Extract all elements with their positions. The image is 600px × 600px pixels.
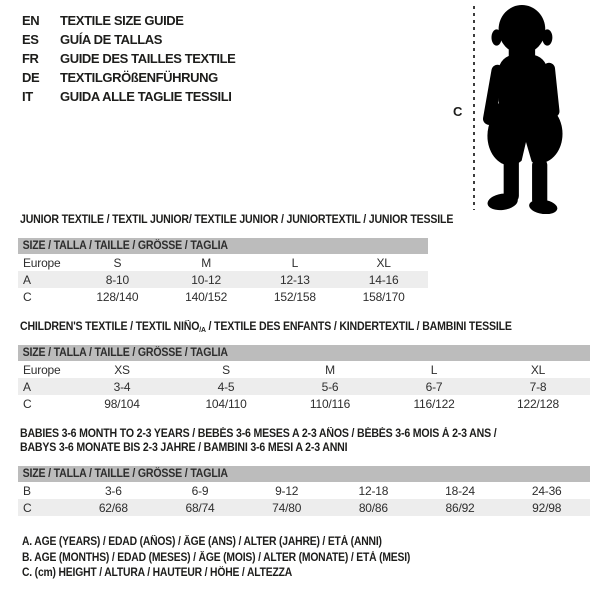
row-label: C [23, 500, 32, 515]
language-name: GUIDE DES TAILLES TEXTILE [60, 51, 236, 66]
language-name: TEXTILGRÖßENFÜHRUNG [60, 70, 218, 85]
table-title-text: /A [199, 325, 206, 334]
language-name: GUÍA DE TALLAS [60, 32, 163, 47]
table-size-header [18, 345, 590, 361]
measure-label-c: C [453, 104, 463, 119]
legend-item: C. (cm) HEIGHT / ALTURA / HAUTEUR / HÖHE / ALTEZZA [22, 567, 293, 579]
language-code: ES [22, 32, 39, 47]
table-row [18, 271, 428, 288]
legend [22, 535, 453, 582]
table-cell: 7-8 [529, 379, 547, 394]
table-cell: 3-4 [113, 379, 131, 394]
junior-size-table [18, 238, 428, 305]
table-cell: 3-6 [104, 483, 122, 498]
table-cell: 116/122 [413, 396, 455, 411]
language-item [22, 49, 235, 68]
table-cell: XL [530, 362, 546, 377]
table-cell: 14-16 [368, 272, 399, 287]
table-cell: 62/68 [98, 500, 128, 515]
language-item [22, 11, 235, 30]
row-label: B [23, 483, 31, 498]
table-row [18, 482, 590, 499]
table-cell: 158/170 [362, 289, 405, 304]
measure-dotted-line [472, 6, 476, 210]
baby-silhouette-icon [481, 4, 573, 214]
table-cell: 128/140 [96, 289, 139, 304]
table-size-header [18, 238, 428, 254]
row-label: C [23, 396, 32, 411]
table-cell: M [201, 255, 212, 270]
row-label: A [23, 379, 31, 394]
table-title [20, 321, 544, 334]
table-cell: 6-9 [191, 483, 209, 498]
table-cell: 12-18 [358, 483, 389, 498]
table-cell: L [430, 362, 438, 377]
language-code: IT [22, 89, 33, 104]
row-label: A [23, 272, 31, 287]
table-row [18, 395, 590, 412]
table-cell: 86/92 [445, 500, 475, 515]
table-cell: 80/86 [358, 500, 388, 515]
table-cell: M [325, 362, 335, 377]
table-cell: 68/74 [185, 500, 215, 515]
table-cell: 12-13 [280, 272, 310, 287]
legend-item: A. AGE (YEARS) / EDAD (AÑOS) / ÂGE (ANS) / ALTER (JAHRE) / ETÀ (ANNI) [22, 536, 382, 548]
table-title-text: JUNIOR TEXTILE / TEXTIL JUNIOR/ TEXTILE JUNIOR / JUNIORTEXTIL / JUNIOR TESSILE [20, 214, 454, 226]
table-row [18, 254, 428, 271]
table-title-text: CHILDREN'S TEXTILE / TEXTIL NIÑO [20, 321, 200, 333]
row-label: C [23, 289, 32, 304]
table-size-header [18, 466, 590, 482]
table-cell: 6-7 [425, 379, 443, 394]
table-cell: 98/104 [104, 396, 140, 411]
language-code: FR [22, 51, 39, 66]
language-item [22, 30, 235, 49]
size-header-text: SIZE / TALLA / TAILLE / GRÖSSE / TAGLIA [22, 347, 228, 359]
language-name: TEXTILE SIZE GUIDE [60, 13, 184, 28]
table-cell: L [291, 255, 299, 270]
table-title [20, 427, 544, 455]
row-label: Europe [23, 362, 61, 377]
table-row [18, 499, 590, 516]
table-cell: 122/128 [517, 396, 559, 411]
table-row [18, 361, 590, 378]
size-header-text: SIZE / TALLA / TAILLE / GRÖSSE / TAGLIA [22, 468, 228, 480]
table-cell: 152/158 [273, 289, 316, 304]
table-cell: 10-12 [191, 272, 221, 287]
table-cell: XS [114, 362, 130, 377]
table-title-text: BABYS 3-6 MONATE BIS 2-3 JAHRE / BAMBINI 3-6 MESI A 2-3 ANNI [20, 442, 348, 454]
table-cell: 9-12 [275, 483, 299, 498]
language-code: EN [22, 13, 40, 28]
table-cell: 104/110 [205, 396, 247, 411]
table-cell: 74/80 [272, 500, 302, 515]
language-item [22, 68, 235, 87]
table-cell: XL [376, 255, 391, 270]
legend-item: B. AGE (MONTHS) / EDAD (MESES) / ÂGE (MOIS) / ALTER (MONATE) / ETÀ (MESI) [22, 551, 411, 564]
table-cell: S [222, 362, 230, 377]
language-code: DE [22, 70, 40, 85]
row-label: Europe [23, 255, 61, 270]
language-name: GUIDA ALLE TAGLIE TESSILI [60, 89, 232, 104]
language-list [22, 11, 235, 106]
language-item [22, 87, 235, 106]
table-title-text: BABIES 3-6 MONTH TO 2-3 YEARS / BEBÉS 3-6 MESES A 2-3 AÑOS / BÉBÉS 3-6 MOIS À 2-3 ANS / [20, 428, 497, 440]
table-cell: 92/98 [532, 500, 562, 515]
table-row [18, 378, 590, 395]
table-cell: 18-24 [445, 483, 475, 498]
babies-textile-section [18, 427, 590, 516]
children-textile-section [18, 321, 590, 412]
table-cell: 110/116 [309, 396, 351, 411]
size-header-text: SIZE / TALLA / TAILLE / GRÖSSE / TAGLIA [22, 240, 228, 252]
table-cell: 5-6 [321, 379, 339, 394]
babies-size-table [18, 466, 590, 516]
table-cell: S [113, 255, 122, 270]
children-size-table [18, 345, 590, 412]
table-title-text: / TEXTILE DES ENFANTS / KINDERTEXTIL / BAMBINI TESSILE [205, 321, 512, 333]
table-cell: 140/152 [185, 289, 228, 304]
table-cell: 24-36 [531, 483, 562, 498]
table-title [20, 214, 454, 227]
table-cell: 4-5 [217, 379, 235, 394]
height-figure [448, 4, 593, 219]
junior-textile-section [18, 214, 454, 305]
table-row [18, 288, 428, 305]
table-cell: 8-10 [105, 272, 129, 287]
